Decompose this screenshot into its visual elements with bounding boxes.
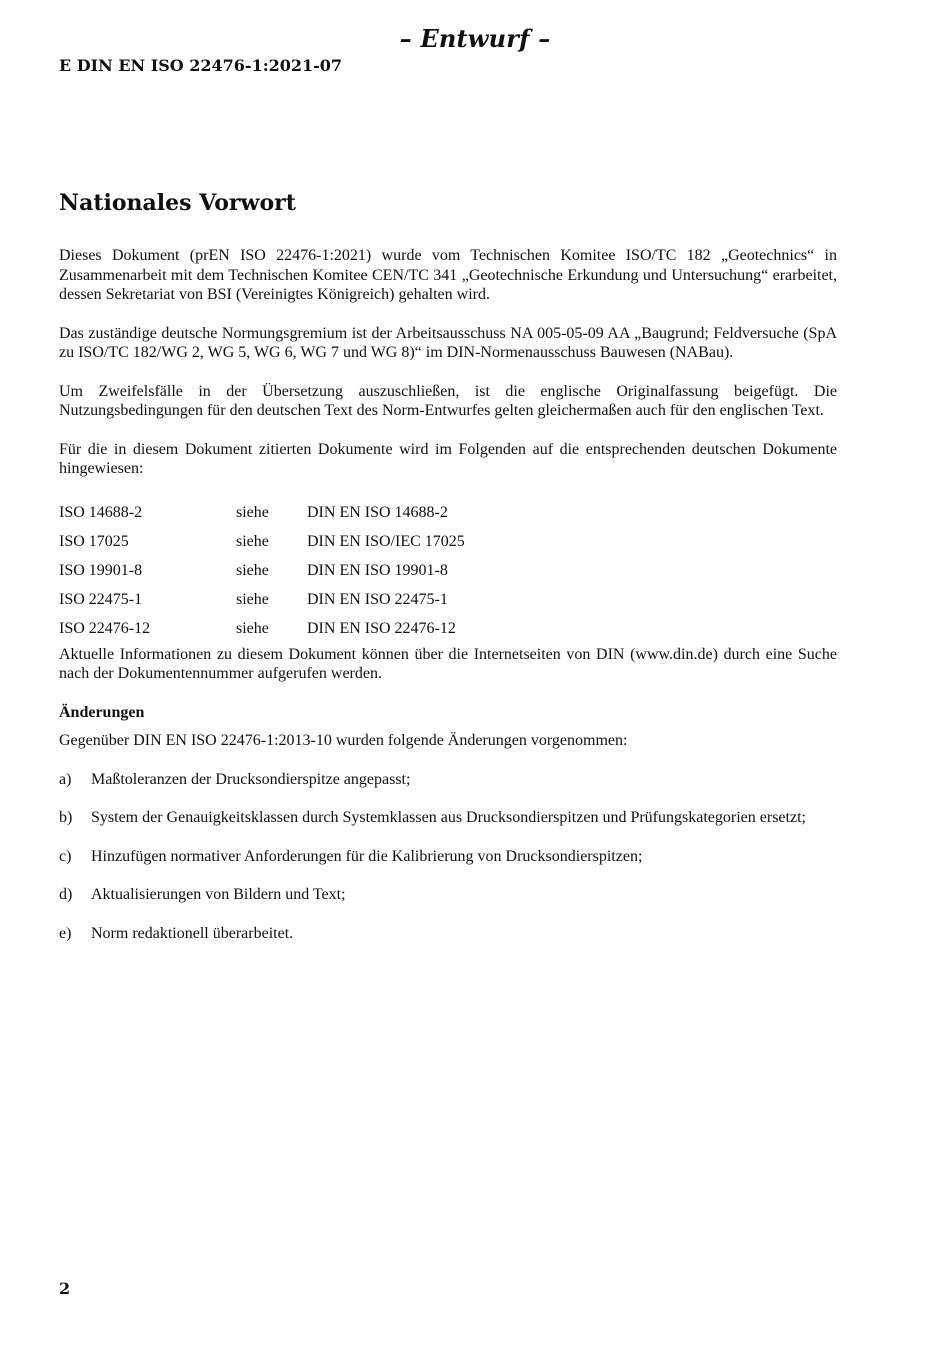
draft-watermark-title: – Entwurf – [399,24,551,53]
section-title: Nationales Vorwort [59,190,296,216]
list-marker: b) [59,809,73,826]
reference-row [59,561,837,590]
paragraph-din-info: Aktuelle Informationen zu diesem Dokument können über die Internetseiten von DIN (www.din.de) durch eine Suche nach der Dokumentennummer aufgerufen werden. [59,645,837,682]
list-text: Norm redaktionell überarbeitet. [91,924,294,942]
reference-row [59,532,837,561]
paragraph-secretariat: Dieses Dokument (prEN ISO 22476-1:2021) wurde vom Technischen Komitee ISO/TC 182 „Geotechnics“ in Zusammenarbeit mit dem Technischen Komitee CEN/TC 341 „Geotechnische Erkundung und Untersuchung“ erarbeitet, dessen Sekretariat von BSI (Vereinigtes Königreich) gehalten wird. [59,247,837,303]
list-marker: a) [59,770,72,788]
document-identifier: E DIN EN ISO 22476-1:2021-07 [59,56,343,75]
changes-list [59,770,837,944]
changes-intro: Gegenüber DIN EN ISO 22476-1:2013-10 wurden folgende Änderungen vorgenommen: [59,732,628,749]
reference-iso: ISO 22476-12 [59,619,151,637]
list-marker: e) [59,924,72,942]
reference-din: DIN EN ISO/IEC 17025 [307,532,465,550]
reference-din: DIN EN ISO 22475-1 [307,590,448,608]
list-text: System der Genauigkeitsklassen durch Systemklassen aus Drucksondierspitzen und Prüfungskategorien ersetzt; [91,809,806,826]
reference-row [59,503,837,532]
paragraph-translation: Um Zweifelsfälle in der Übersetzung auszuschließen, ist die englische Originalfassung beigefügt. Die Nutzungsbedingungen für den deutschen Text des Norm-Entwurfes gelten gleichermaßen auch für den englischen Text. [59,382,837,419]
reference-row [59,590,837,619]
changes-title: Änderungen [59,703,145,721]
list-item [59,770,837,790]
paragraph-references-intro: Für die in diesem Dokument zitierten Dokumente wird im Folgenden auf die entsprechenden deutschen Dokumente hingewiesen: [59,440,837,477]
list-text: Maßtoleranzen der Drucksondierspitze angepasst; [91,770,411,788]
list-item [59,924,837,944]
list-item [59,847,837,867]
list-marker: d) [59,886,73,903]
list-text: Aktualisierungen von Bildern und Text; [91,886,346,903]
reference-see: siehe [236,561,269,579]
reference-see: siehe [236,619,269,637]
list-item [59,885,837,905]
list-marker: c) [59,847,72,865]
reference-iso: ISO 22475-1 [59,590,143,608]
reference-see: siehe [236,590,269,608]
reference-row [59,619,837,643]
reference-iso: ISO 14688-2 [59,503,143,521]
reference-table [59,503,837,643]
page-number: 2 [59,1279,71,1298]
reference-see: siehe [236,532,269,550]
reference-iso: ISO 17025 [59,532,129,550]
reference-iso: ISO 19901-8 [59,561,143,579]
reference-din: DIN EN ISO 22476-12 [307,619,456,637]
list-item [59,808,837,828]
reference-din: DIN EN ISO 19901-8 [307,561,448,579]
list-text: Hinzufügen normativer Anforderungen für die Kalibrierung von Drucksondierspitzen; [91,847,643,865]
page-content [59,188,837,962]
paragraph-committee: Das zuständige deutsche Normungsgremium ist der Arbeitsausschuss NA 005-05-09 AA „Baugrund; Feldversuche (SpA zu ISO/TC 182/WG 2, WG 5, WG 6, WG 7 und WG 8)“ im DIN-Normenausschuss Bauwesen (NABau). [59,324,837,361]
reference-see: siehe [236,503,269,521]
reference-din: DIN EN ISO 14688-2 [307,503,448,521]
